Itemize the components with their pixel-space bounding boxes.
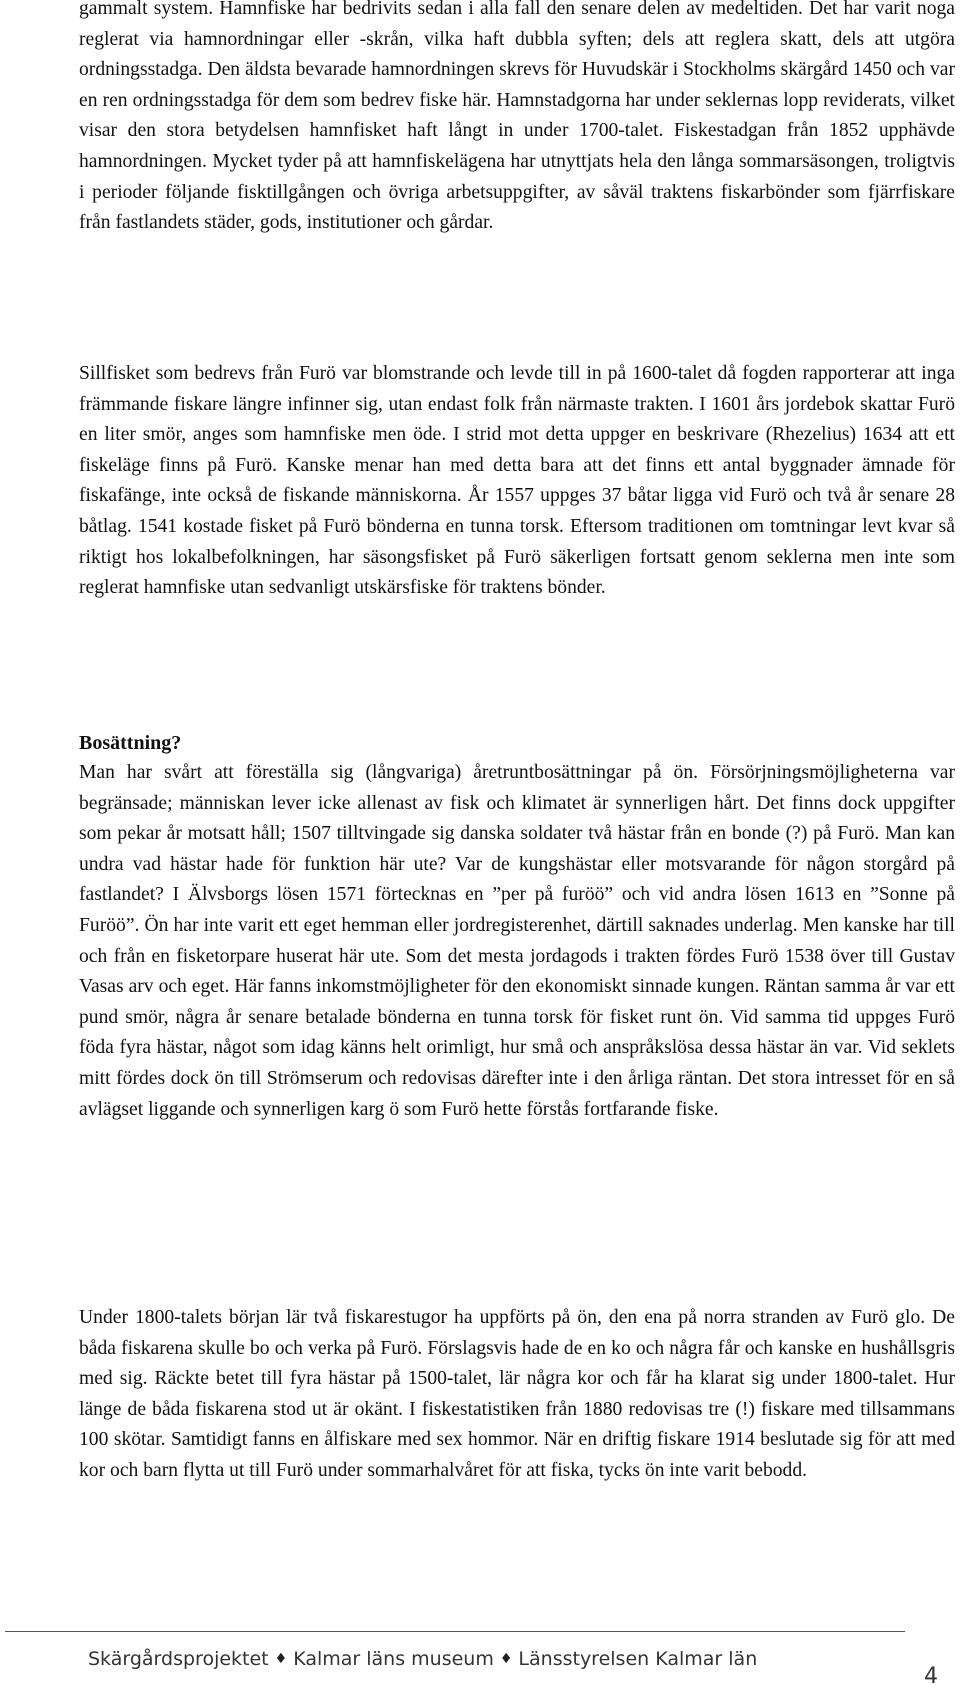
section-heading-bosattning: Bosättning? xyxy=(79,732,182,754)
paragraph-1800-talet: Under 1800-talets början lär två fiskarestugor ha uppförts på ön, den ena på norra stranden av Furö glo. De båda fiskarena skulle bo och verka på Furö. Förslagsvis hade de en ko och några får och kanske en hushållsgris med sig. Räckte betet till fyra hästar på 1500-talet, lär några kor och får ha klarat sig under 1800-talet. Hur länge de båda fiskarena stod ut är okänt. I fiskestatistiken från 1880 redovisas tre (!) fiskare med tillsammans 100 skötar. Samtidigt fanns en ålfiskare med sex hommor. När en driftig fiskare 1914 beslutade sig för att med kor och barn flytta ut till Furö under sommarhalvåret för att fiska, tycks ön inte varit bebodd. xyxy=(79,1307,955,1481)
footer-project-name: Skärgårdsprojektet xyxy=(88,1648,269,1670)
footer-divider xyxy=(5,1631,905,1632)
diamond-separator-icon: ♦ xyxy=(274,1651,288,1667)
footer-authority-name: Länsstyrelsen Kalmar län xyxy=(518,1648,758,1670)
paragraph-hamnfiske: gammalt system. Hamnfiske har bedrivits sedan i alla fall den senare delen av medeltiden. Det har varit noga reglerat via hamnordningar eller -skrån, vilka haft dubbla syften; dels att reglera skatt, dels att utgöra ordningsstadga. Den äldsta bevarade hamnordningen skrevs för Huvudskär i Stockholms skärgård 1450 och var en ren ordningsstadga för dem som bedrev fiske här. Hamnstadgorna har under seklernas lopp reviderats, vilket visar den stora betydelsen hamnfisket haft långt in under 1700-talet. Fiskestadgan från 1852 upphävde hamnordningen. Mycket tyder på att hamnfiskelägena har utnyttjats hela den långa sommarsäsongen, troligtvis i perioder följande fisktillgången och övriga arbetsuppgifter, av såväl traktens fiskarbönder som fjärrfiskare från fastlandets städer, gods, institutioner och gårdar. xyxy=(79,0,955,234)
page-footer xyxy=(88,1648,757,1670)
paragraph-sillfisket: Sillfisket som bedrevs från Furö var blomstrande och levde till in på 1600-talet då fogden rapporterar att inga främmande fiskare längre infinner sig, utan endast folk från närmaste trakten. I 1601 års jordebok skattar Furö en liter smör, anges som hamnfiske men öde. I strid mot detta uppger en beskrivare (Rhezelius) 1634 att ett fiskeläge finns på Furö. Kanske menar han med detta bara att det finns ett antal byggnader ämnade för fiskafänge, inte också de fiskande människorna. År 1557 uppges 37 båtar ligga vid Furö och två år senare 28 båtlag. 1541 kostade fisket på Furö bönderna en tunna torsk. Eftersom traditionen om tomtningar levt kvar så riktigt hos lokalbefolkningen, har säsongsfisket på Furö säkerligen fortsatt genom seklerna men inte som reglerat hamnfiske utan sedvanligt utskärsfiske för traktens bönder. xyxy=(79,363,955,599)
page-number: 4 xyxy=(924,1664,938,1689)
footer-museum-name: Kalmar läns museum xyxy=(293,1648,494,1670)
diamond-separator-icon: ♦ xyxy=(499,1651,513,1667)
paragraph-bosattning: Man har svårt att föreställa sig (långvariga) åretruntbosättningar på ön. Försörjningsmöjligheterna var begränsade; människan lever icke allenast av fisk och klimatet är synnerligen hårt. Det finns dock uppgifter som pekar år motsatt håll; 1507 tilltvingade sig danska soldater två hästar från en bonde (?) på Furö. Man kan undra vad hästar hade för funktion här ute? Var de kungshästar eller motsvarande för någon storgård på fastlandet? I Älvsborgs lösen 1571 förtecknas en ”per på furöö” och vid andra lösen 1613 en ”Sonne på Furöö”. Ön har inte varit ett eget hemman eller jordregisterenhet, därtill saknades underlag. Men kanske har till och från en fisketorpare huserat här ute. Som det mesta jordagods i trakten fördes Furö 1538 över till Gustav Vasas arv och eget. Här fanns inkomstmöjligheter för den ekonomiskt sinnade kungen. Räntan samma år var ett pund smör, några år senare betalade bönderna en tunna torsk för fisket runt ön. Vid samma tid uppges Furö föda fyra hästar, något som idag känns helt orimligt, hur små och anspråkslösa dessa hästar än var. Vid seklets mitt fördes dock ön till Strömserum och redovisas därefter inte i den årliga räntan. Det stora intresset för en så avlägset liggande och synnerligen karg ö som Furö hette förstås fortfarande fiske. xyxy=(79,762,955,1120)
